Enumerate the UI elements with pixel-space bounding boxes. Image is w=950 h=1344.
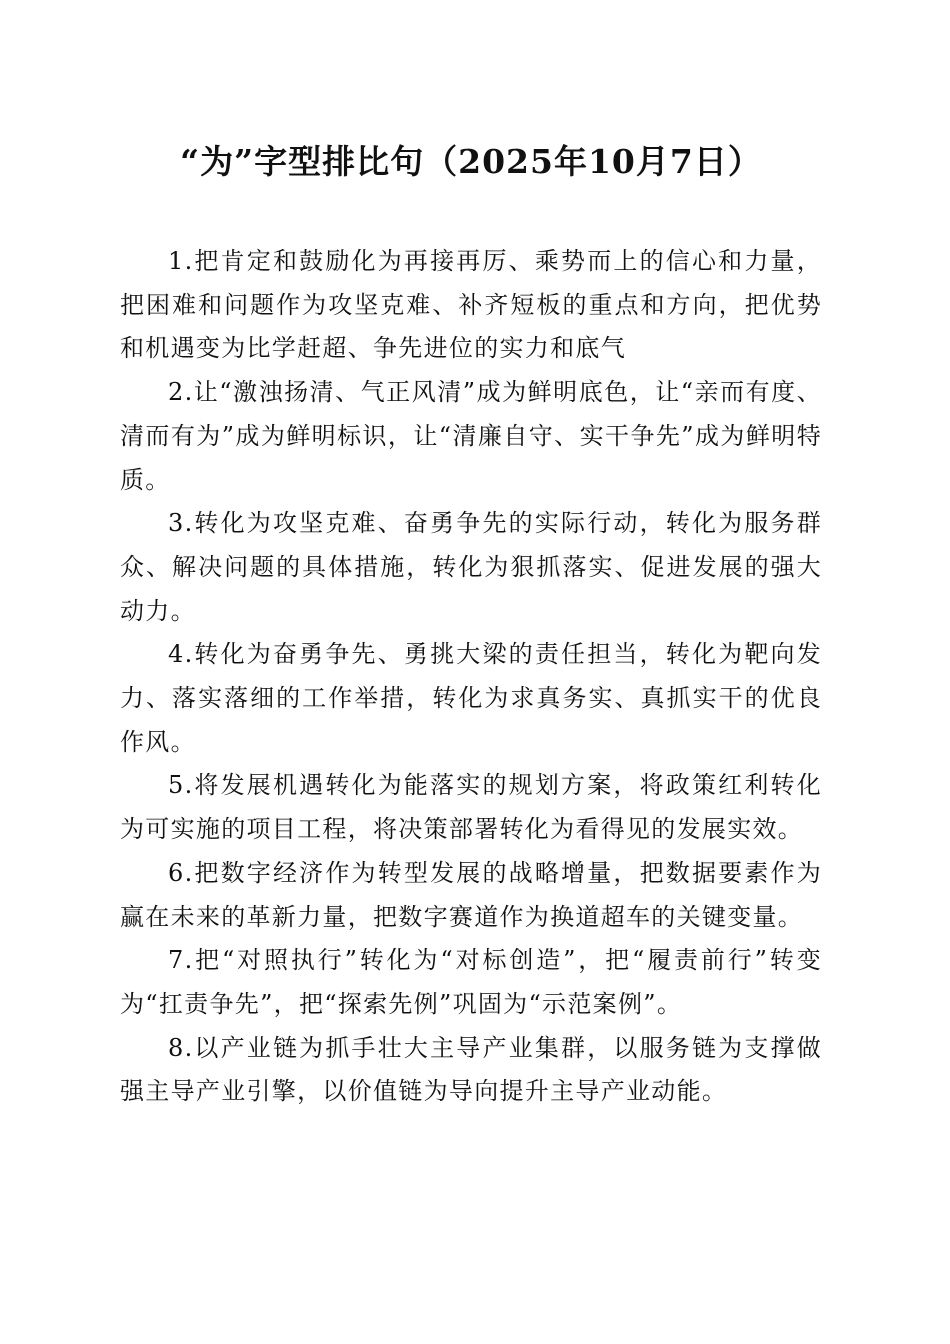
paragraph-3: 3.转化为攻坚克难、奋勇争先的实际行动，转化为服务群众、解决问题的具体措施，转化为狠抓落实、促进发展的强大动力。 (120, 509, 822, 625)
paragraph-5: 5.将发展机遇转化为能落实的规划方案，将政策红利转化为可实施的项目工程，将决策部署转化为看得见的发展实效。 (120, 771, 822, 844)
paragraph-2: 2.让“激浊扬清、气正风清”成为鲜明底色，让“亲而有度、清而有为”成为鲜明标识，让“清廉自守、实干争先”成为鲜明特质。 (120, 378, 822, 494)
paragraph-1: 1.把肯定和鼓励化为再接再厉、乘势而上的信心和力量，把困难和问题作为攻坚克难、补齐短板的重点和方向，把优势和机遇变为比学赶超、争先进位的实力和底气 (120, 247, 822, 363)
paragraph-8: 8.以产业链为抓手壮大主导产业集群，以服务链为支撑做强主导产业引擎，以价值链为导向提升主导产业动能。 (120, 1033, 822, 1106)
paragraph-4: 4.转化为奋勇争先、勇挑大梁的责任担当，转化为靶向发力、落实落细的工作举措，转化为求真务实、真抓实干的优良作风。 (120, 640, 822, 756)
document-body (120, 240, 822, 1114)
paragraph-7: 7.把“对照执行”转化为“对标创造”，把“履责前行”转变为“扛责争先”，把“探索先例”巩固为“示范案例”。 (120, 946, 822, 1018)
paragraph-6: 6.把数字经济作为转型发展的战略增量，把数据要素作为赢在未来的革新力量，把数字赛道作为换道超车的关键变量。 (120, 858, 822, 931)
document-title: “为”字型排比句（2025年10月7日） (180, 142, 762, 181)
